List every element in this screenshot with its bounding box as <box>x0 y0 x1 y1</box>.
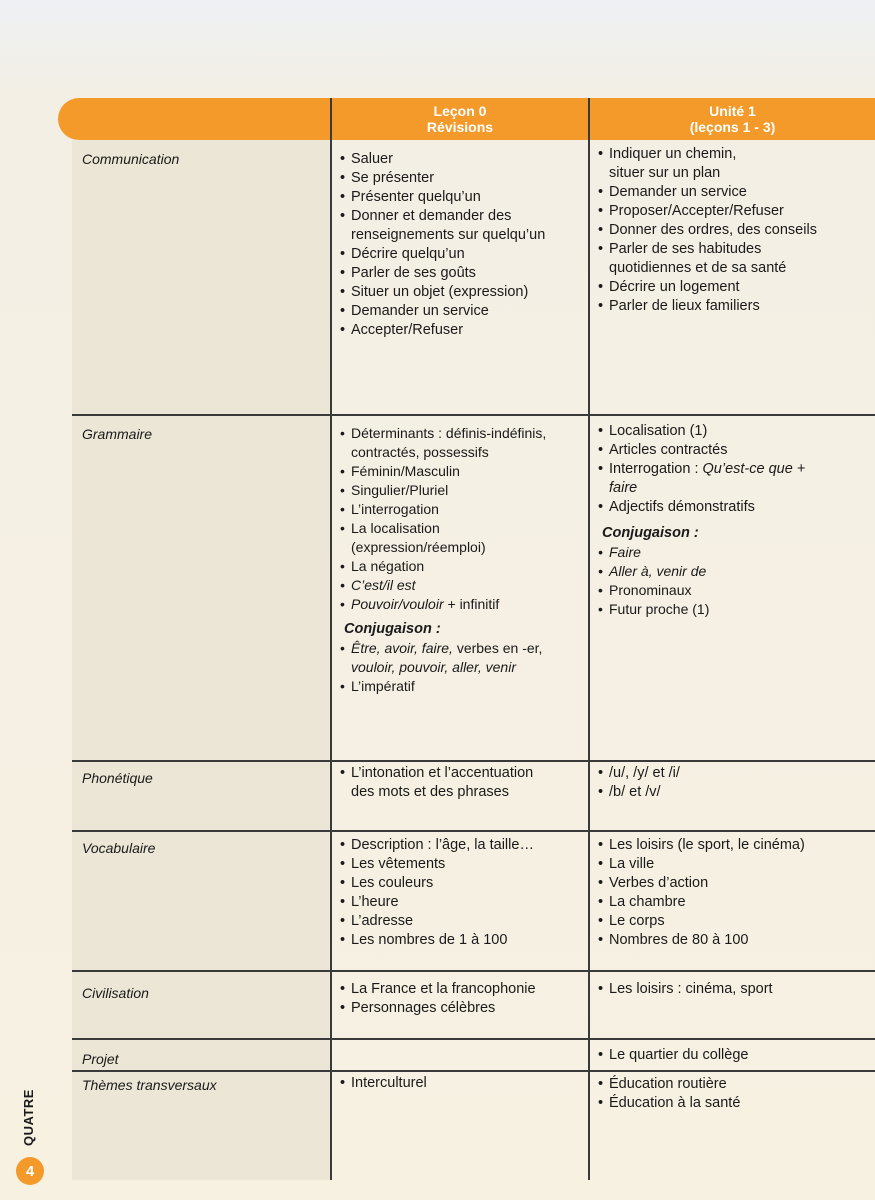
phonetique-unite1-list <box>598 764 680 802</box>
page-number-badge: 4 <box>16 1157 44 1185</box>
communication-unite1-list <box>598 145 817 316</box>
projet-unite1-list <box>598 1046 748 1065</box>
list-item: • Présenter quelqu’un <box>340 188 545 207</box>
grammaire-unite1-conj-title: Conjugaison : <box>602 525 699 541</box>
row-divider <box>72 414 875 416</box>
list-item-continuation: renseignements sur quelqu’un <box>351 227 546 243</box>
list-item <box>340 595 546 614</box>
list-item: • Description : l’âge, la taille… <box>340 836 534 855</box>
list-item: • Déterminants : définis-indéfinis, <box>340 424 546 443</box>
row-label-civilisation: Civilisation <box>82 985 149 1001</box>
row-label-projet: Projet <box>82 1051 119 1067</box>
list-item: • Articles contractés <box>598 441 805 460</box>
list-item-text: Interrogation : <box>609 461 703 477</box>
column-divider <box>588 98 590 1180</box>
list-item-continuation: quotidiennes et de sa santé <box>609 260 787 276</box>
header-lecon0 <box>332 98 588 140</box>
list-item: • Verbes d’action <box>598 874 805 893</box>
list-item: • Futur proche (1) <box>598 600 709 619</box>
list-item: • Donner des ordres, des conseils <box>598 221 817 240</box>
list-item: • Indiquer un chemin, <box>598 145 817 164</box>
list-item: • Parler de ses goûts <box>340 264 545 283</box>
row-divider <box>72 760 875 762</box>
list-item: • La négation <box>340 557 546 576</box>
list-item: • Les loisirs : cinéma, sport <box>598 980 773 999</box>
civilisation-lecon0-list <box>340 980 536 1018</box>
phonetique-lecon0-list <box>340 764 533 802</box>
list-item: • Les vêtements <box>340 855 534 874</box>
row-label-vocabulaire: Vocabulaire <box>82 840 156 856</box>
list-item-italic: Pouvoir/vouloir <box>351 596 444 612</box>
list-item: • La localisation <box>340 519 546 538</box>
list-item <box>598 460 805 479</box>
list-item: • /u/, /y/ et /i/ <box>598 764 680 783</box>
row-label-grammaire: Grammaire <box>82 426 153 442</box>
list-item: • Saluer <box>340 150 545 169</box>
list-item-continuation: (expression/réemploi) <box>351 539 486 555</box>
row-divider <box>72 830 875 832</box>
row-label-themes: Thèmes transversaux <box>82 1077 217 1093</box>
list-item: • Pronominaux <box>598 581 709 600</box>
list-item: • Les nombres de 1 à 100 <box>340 931 534 950</box>
list-item: • L’heure <box>340 893 534 912</box>
list-item <box>340 639 542 658</box>
list-item: • L’adresse <box>340 912 534 931</box>
list-item: • Demander un service <box>340 302 545 321</box>
list-item: • Personnages célèbres <box>340 999 536 1018</box>
list-item: • Féminin/Masculin <box>340 462 546 481</box>
list-item: • /b/ et /v/ <box>598 783 680 802</box>
civilisation-unite1-list <box>598 980 773 999</box>
list-item-continuation: situer sur un plan <box>609 165 721 181</box>
communication-lecon0-list <box>340 150 545 340</box>
grammaire-lecon0-list <box>340 424 546 614</box>
grammaire-unite1-conj-list <box>598 543 709 619</box>
list-item: • Proposer/Accepter/Refuser <box>598 202 817 221</box>
page-word-text: QUATRE <box>20 1089 36 1146</box>
grammaire-lecon0-conj-title: Conjugaison : <box>344 621 441 637</box>
list-item-continuation: vouloir, pouvoir, aller, venir <box>351 659 516 675</box>
list-item: • Faire <box>598 543 709 562</box>
list-item: • Parler de ses habitudes <box>598 240 817 259</box>
row-divider <box>72 1070 875 1072</box>
row-divider <box>72 1038 875 1040</box>
grammaire-unite1-list <box>598 422 805 517</box>
list-item: • Les loisirs (le sport, le cinéma) <box>598 836 805 855</box>
header-lecon0-title: Leçon 0 <box>433 103 487 119</box>
list-item: • Éducation routière <box>598 1075 740 1094</box>
themes-unite1-list <box>598 1075 740 1113</box>
list-item-italic: Être, avoir, faire, <box>351 640 453 656</box>
list-item: • Éducation à la santé <box>598 1094 740 1113</box>
list-item: • Nombres de 80 à 100 <box>598 931 805 950</box>
list-item: • Décrire un logement <box>598 278 817 297</box>
list-item: • L’intonation et l’accentuation <box>340 764 533 783</box>
list-item: • Donner et demander des <box>340 207 545 226</box>
row-divider <box>72 970 875 972</box>
column-divider <box>330 98 332 1180</box>
list-item-italic: Qu’est-ce que + <box>702 461 806 477</box>
list-item: • La France et la francophonie <box>340 980 536 999</box>
list-item: • Situer un objet (expression) <box>340 283 545 302</box>
list-item: • La chambre <box>598 893 805 912</box>
header-unite1-title: Unité 1 <box>709 103 756 119</box>
list-item: • Aller à, venir de <box>598 562 709 581</box>
list-item: • L’impératif <box>340 677 542 696</box>
list-item-text: + infinitif <box>443 596 500 612</box>
label-column <box>72 140 330 1180</box>
row-label-phonetique: Phonétique <box>82 770 153 786</box>
list-item: • Accepter/Refuser <box>340 321 545 340</box>
list-item: • Décrire quelqu’un <box>340 245 545 264</box>
list-item: • Singulier/Pluriel <box>340 481 546 500</box>
list-item: • C’est/il est <box>340 576 546 595</box>
list-item-continuation: contractés, possessifs <box>351 444 489 460</box>
header-unite1-subtitle: (leçons 1 - 3) <box>689 119 776 135</box>
list-item: • Parler de lieux familiers <box>598 297 817 316</box>
list-item: • L’interrogation <box>340 500 546 519</box>
row-label-communication: Communication <box>82 151 180 167</box>
list-item: • Localisation (1) <box>598 422 805 441</box>
list-item: • Le corps <box>598 912 805 931</box>
list-item: • Interculturel <box>340 1074 427 1093</box>
header-lecon0-subtitle: Révisions <box>426 119 494 135</box>
header-unite1 <box>590 98 875 140</box>
vocabulaire-lecon0-list <box>340 836 534 950</box>
list-item-continuation: faire <box>609 480 638 496</box>
list-item: • Se présenter <box>340 169 545 188</box>
grammaire-lecon0-conj-list <box>340 639 542 696</box>
list-item: • Demander un service <box>598 183 817 202</box>
list-item <box>340 226 545 245</box>
list-item: • Les couleurs <box>340 874 534 893</box>
page-word <box>8 1090 52 1150</box>
themes-lecon0-list <box>340 1074 427 1093</box>
list-item: • La ville <box>598 855 805 874</box>
list-item: • Adjectifs démonstratifs <box>598 498 805 517</box>
list-item-continuation: des mots et des phrases <box>351 784 509 800</box>
list-item-text: verbes en -er, <box>452 640 543 656</box>
vocabulaire-unite1-list <box>598 836 805 950</box>
list-item: • Le quartier du collège <box>598 1046 748 1065</box>
